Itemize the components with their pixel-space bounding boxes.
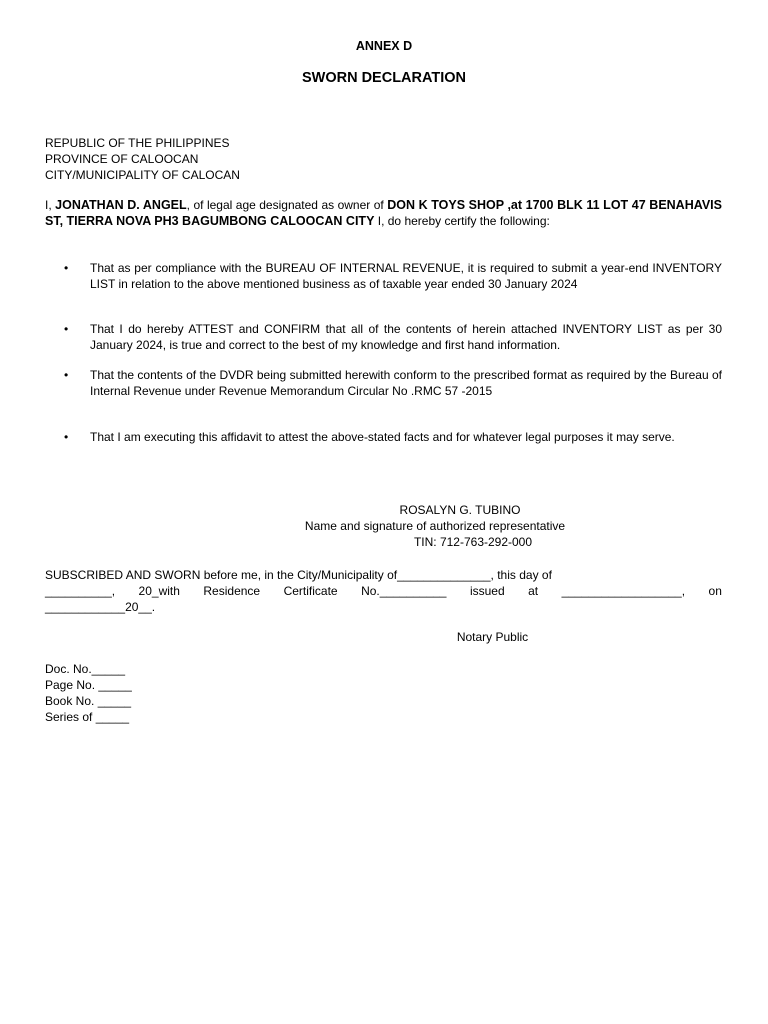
intro-paragraph: [45, 197, 722, 229]
jurat-line-1: SUBSCRIBED AND SWORN before me, in the City/Municipality of______________, this day of: [45, 568, 552, 582]
signatory-name: ROSALYN G. TUBINO: [399, 503, 521, 517]
bullet-icon: •: [64, 322, 69, 336]
list-item: [64, 260, 722, 292]
list-item-text: That as per compliance with the BUREAU OF INTERNAL REVENUE, it is required to submit a year-end INVENTORY LIST in relation to the above mentioned business as of taxable year ended 30 January 2024: [90, 261, 722, 291]
list-item-text: That the contents of the DVDR being submitted herewith conform to the prescribed format as required by the Bureau of Internal Revenue under Revenue Memorandum Circular No .RMC 57 -2015: [90, 368, 722, 398]
jurat-line-2: [45, 583, 722, 599]
jurat-word: issued: [469, 584, 505, 598]
jurat-line-3: ____________20__.: [45, 600, 156, 614]
document-title: SWORN DECLARATION: [301, 70, 467, 86]
header-republic: REPUBLIC OF THE PHILIPPINES: [45, 136, 230, 150]
jurat-word: Residence: [203, 584, 261, 598]
bullet-icon: •: [64, 261, 69, 275]
jurat-word: Certificate: [283, 584, 338, 598]
bullet-icon: •: [64, 368, 69, 382]
jurat-word: __________________,: [561, 584, 686, 598]
business-name-address: DON K TOYS SHOP ,at 1700 BLK 11 LOT 47 BENAHAVIS ST, TIERRA NOVA PH3 BAGUMBONG CALOOCAN CITY: [45, 198, 722, 228]
jurat-word: at: [528, 584, 539, 598]
signatory-role: Name and signature of authorized representative: [304, 519, 566, 533]
page-no-field: Page No. _____: [45, 678, 132, 692]
intro-middle: , of legal age designated as owner of: [186, 198, 388, 212]
intro-prefix: I,: [45, 198, 56, 212]
jurat-paragraph: [45, 567, 722, 615]
list-item: [64, 367, 722, 399]
list-item: [64, 429, 722, 445]
jurat-word: on: [708, 584, 722, 598]
list-item-text: That I am executing this affidavit to attest the above-stated facts and for whatever legal purposes it may serve.: [90, 430, 675, 444]
bullet-icon: •: [64, 430, 69, 444]
header-province: PROVINCE OF CALOOCAN: [45, 152, 199, 166]
notarial-register-fields: [45, 661, 132, 725]
intro-suffix: I, do hereby certify the following:: [374, 214, 550, 228]
doc-no-field: Doc. No._____: [45, 662, 126, 676]
annex-label: ANNEX D: [355, 39, 413, 53]
jurat-word: No.__________: [361, 584, 447, 598]
jurat-word: __________,: [45, 584, 116, 598]
jurat-word: 20_with: [138, 584, 180, 598]
header-city: CITY/MUNICIPALITY OF CALOCAN: [45, 168, 240, 182]
book-no-field: Book No. _____: [45, 694, 132, 708]
declarant-name: JONATHAN D. ANGEL: [55, 198, 187, 212]
list-item-text: That I do hereby ATTEST and CONFIRM that all of the contents of herein attached INVENTORY LIST as per 30 January 2024, is true and correct to the best of my knowledge and first hand information.: [90, 322, 722, 352]
series-of-field: Series of _____: [45, 710, 130, 724]
list-item: [64, 321, 722, 353]
signatory-tin: TIN: 712-763-292-000: [413, 535, 533, 549]
notary-public-label: Notary Public: [456, 630, 529, 644]
jurisdiction-header: [45, 135, 240, 183]
